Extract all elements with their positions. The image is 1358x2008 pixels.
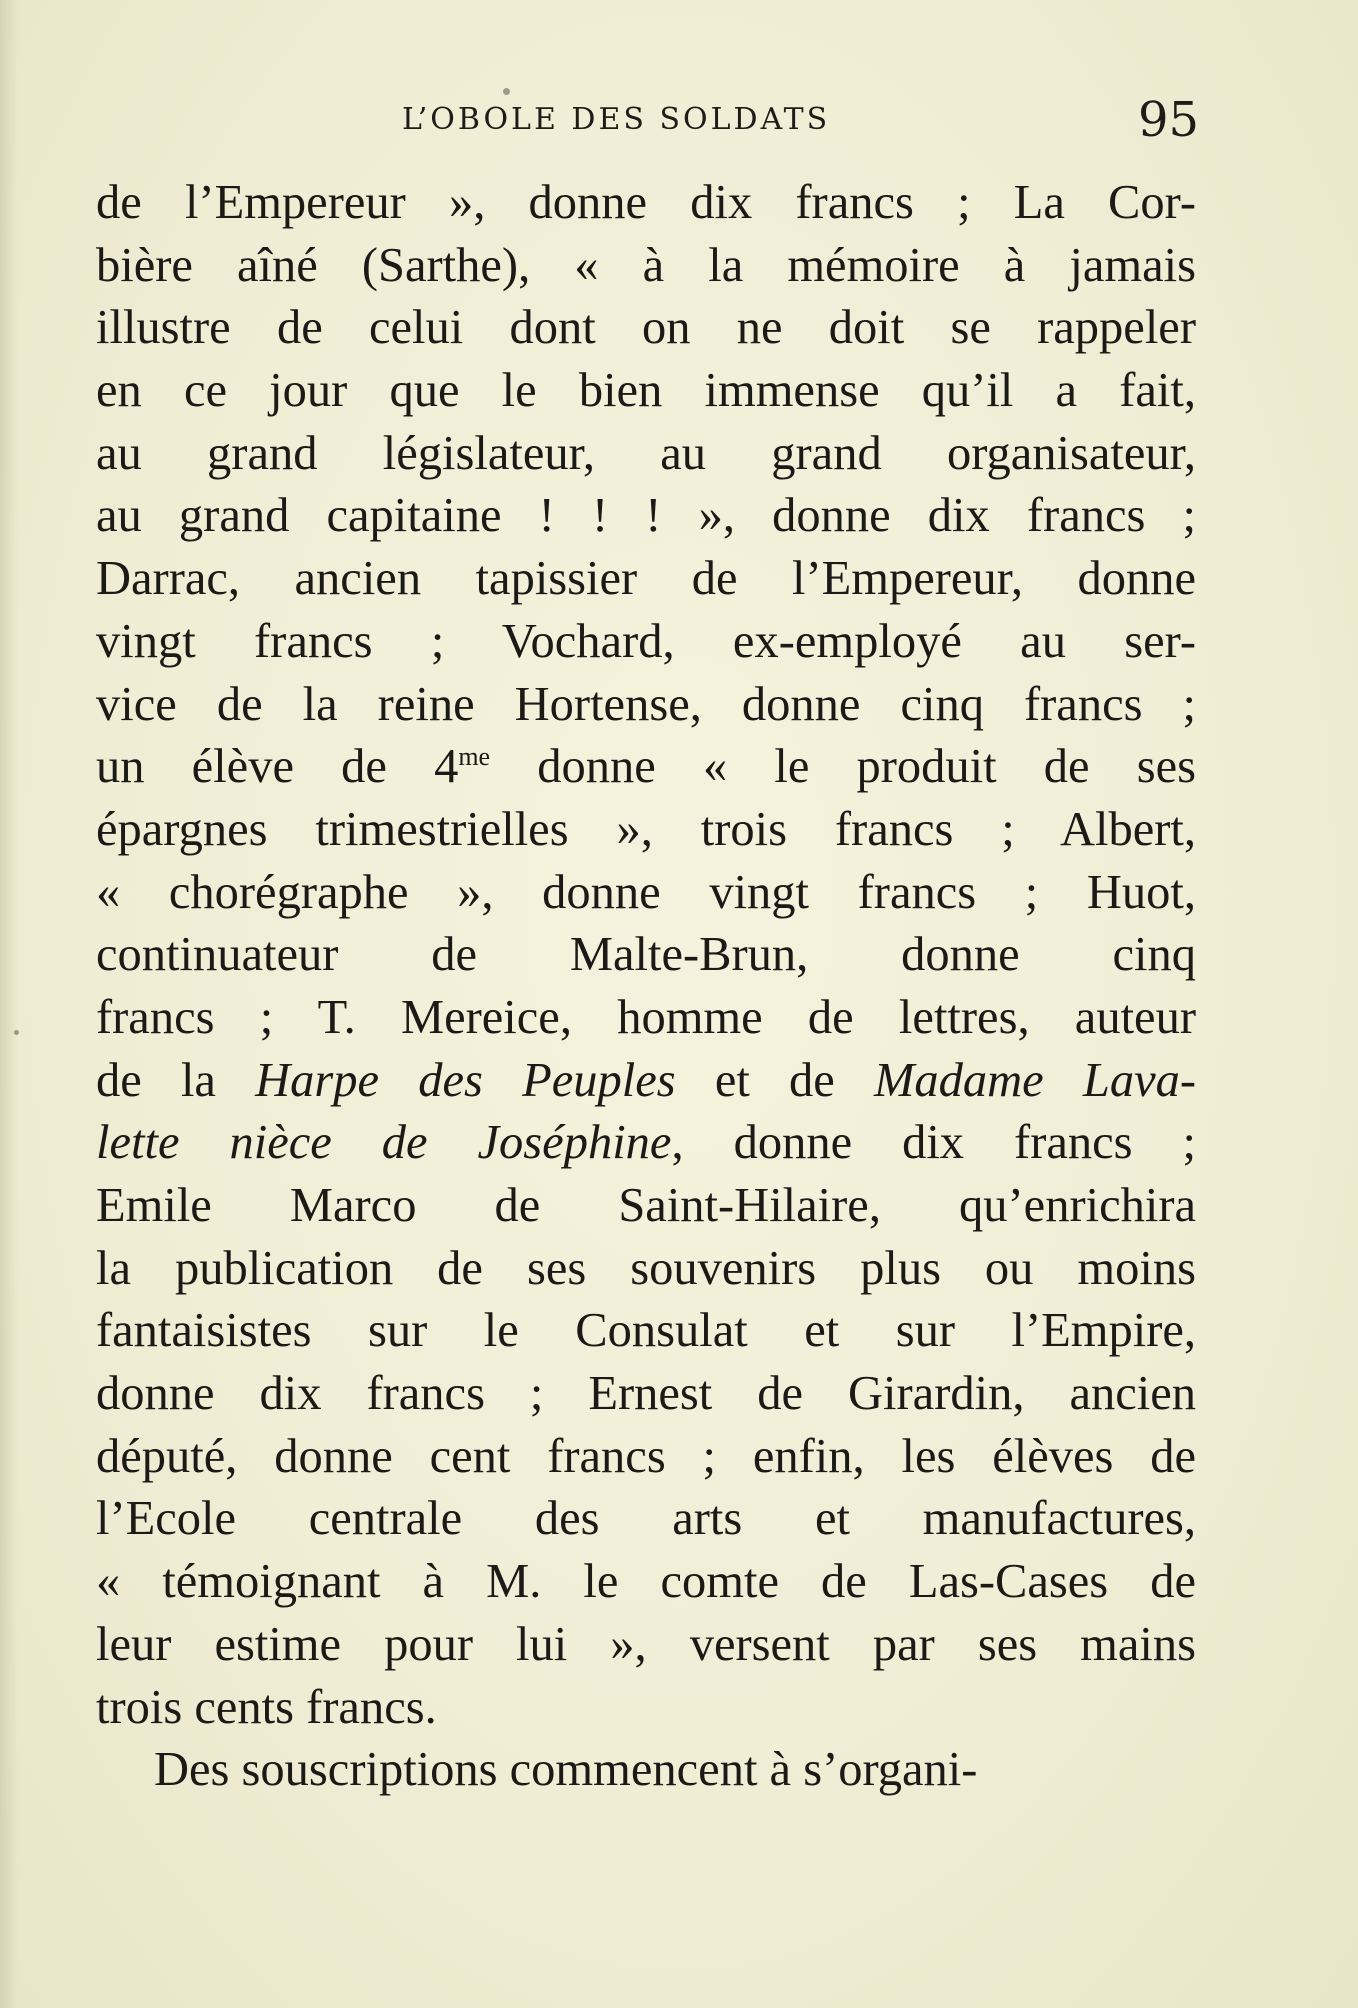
text-line — [96, 1175, 1196, 1238]
text-line — [96, 1238, 1196, 1301]
page-number: 95 — [1138, 92, 1200, 148]
text-segment: continuateur de Malte-Brun, donne cinq — [96, 928, 1196, 982]
text-segment: donne « le produit de ses — [490, 740, 1196, 794]
text-line — [96, 1614, 1196, 1677]
text-segment: , donne dix francs ; — [671, 1116, 1196, 1170]
text-line — [96, 1112, 1196, 1175]
running-title: L’OBOLE DES SOLDATS — [402, 102, 831, 137]
text-segment: trois cents francs. — [96, 1680, 437, 1734]
text-line — [96, 235, 1196, 298]
text-segment: de la — [96, 1053, 256, 1107]
text-segment: leur estime pour lui », versent par ses mains — [96, 1617, 1196, 1671]
text-segment: « chorégraphe », donne vingt francs ; Huot, — [96, 865, 1196, 919]
text-segment: un élève de 4 — [96, 740, 459, 794]
text-segment: et de — [675, 1053, 874, 1107]
text-line — [96, 423, 1196, 486]
italic-title: lette nièce de Joséphine — [96, 1116, 672, 1170]
text-segment: député, donne cent francs ; enfin, les élèves de — [96, 1429, 1196, 1483]
text-segment: vingt francs ; Vochard, ex-employé au ser- — [96, 614, 1196, 668]
text-line — [96, 1426, 1196, 1489]
ordinal-superscript: me — [458, 742, 491, 772]
page-edge-shadow — [0, 0, 18, 2008]
text-line — [96, 611, 1196, 674]
text-line — [96, 1050, 1196, 1113]
text-segment: Emile Marco de Saint-Hilaire, qu’enrichira — [96, 1179, 1196, 1232]
text-segment: bière aîné (Sarthe), « à la mémoire à jamais — [96, 238, 1196, 292]
text-segment: épargnes trimestrielles », trois francs ; Albert, — [96, 802, 1196, 856]
text-line — [96, 297, 1196, 360]
text-line — [96, 485, 1196, 548]
text-line — [96, 1300, 1196, 1363]
body-text — [96, 172, 1196, 1802]
text-segment: illustre de celui dont on ne doit se rappeler — [96, 301, 1196, 355]
text-segment: « témoignant à M. le comte de Las-Cases de — [96, 1555, 1196, 1609]
paragraph-first-line — [96, 1739, 1196, 1802]
running-head — [0, 92, 1358, 152]
text-line — [96, 1551, 1196, 1614]
text-segment: au grand législateur, au grand organisateur, — [96, 426, 1196, 480]
text-segment: fantaisistes sur le Consulat et sur l’Empire, — [96, 1304, 1196, 1358]
text-line — [96, 360, 1196, 423]
text-line — [96, 674, 1196, 737]
paper-speck — [14, 1030, 19, 1035]
text-segment: de l’Empereur », donne dix francs ; La Cor- — [96, 176, 1196, 229]
text-line — [96, 548, 1196, 611]
text-line — [96, 924, 1196, 987]
text-line — [96, 862, 1196, 925]
paper-speck — [503, 88, 510, 95]
text-segment: francs ; T. Mereice, homme de lettres, auteur — [96, 990, 1196, 1044]
text-segment: vice de la reine Hortense, donne cinq francs ; — [96, 677, 1196, 731]
text-segment: Darrac, ancien tapissier de l’Empereur, donne — [96, 552, 1196, 606]
text-segment: Des souscriptions commencent à s’organi- — [154, 1743, 978, 1797]
text-segment: au grand capitaine ! ! ! », donne dix francs ; — [96, 489, 1196, 543]
italic-title: Madame Lava- — [873, 1053, 1197, 1107]
text-line — [96, 799, 1196, 862]
text-segment: la publication de ses souvenirs plus ou moins — [96, 1241, 1196, 1295]
text-segment: l’Ecole centrale des arts et manufactures, — [96, 1492, 1196, 1546]
text-line — [96, 1488, 1196, 1551]
text-line — [96, 1677, 1196, 1740]
text-segment: donne dix francs ; Ernest de Girardin, ancien — [96, 1367, 1196, 1421]
italic-title: Harpe des Peuples — [255, 1053, 676, 1107]
text-line — [96, 172, 1196, 235]
text-segment: en ce jour que le bien immense qu’il a fait, — [96, 364, 1196, 418]
text-line — [96, 1363, 1196, 1426]
text-line — [96, 736, 1196, 799]
text-line — [96, 987, 1196, 1050]
